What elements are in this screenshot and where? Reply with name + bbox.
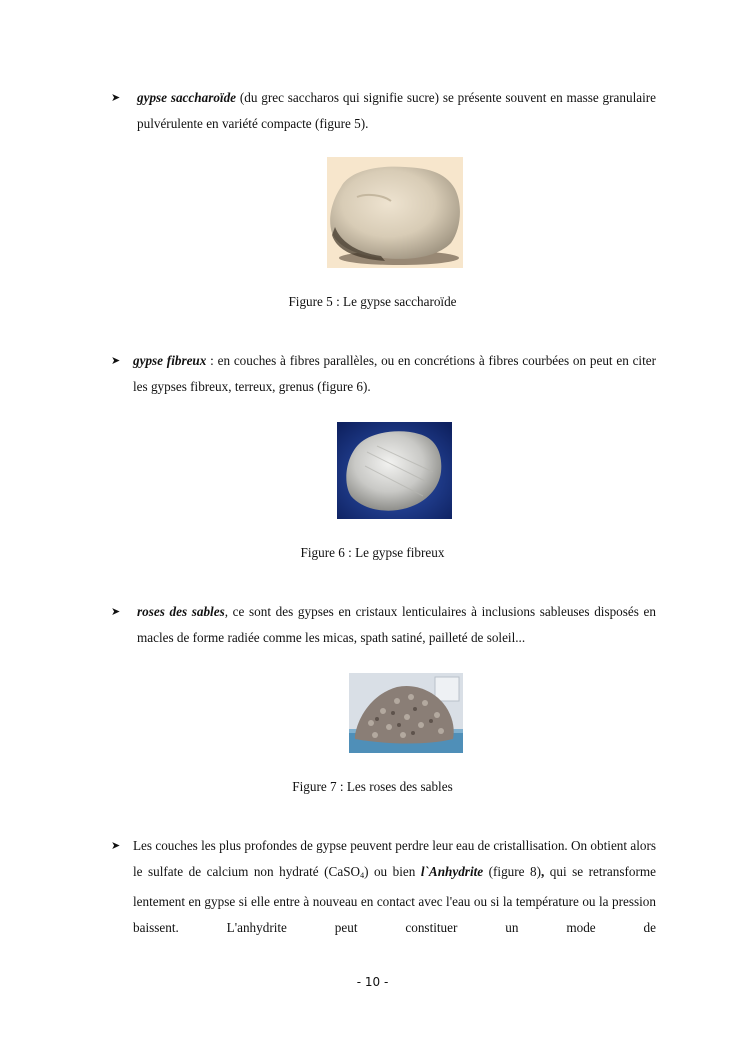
bullet-body: (du grec saccharos qui signifie sucre) se présente souvent en masse granulaire pulvérulente en variété compacte (figure 5). bbox=[137, 90, 656, 131]
arrow-bullet-icon: ➤ bbox=[111, 355, 121, 367]
arrow-bullet-icon: ➤ bbox=[111, 840, 121, 852]
bullet-body: : en couches à fibres parallèles, ou en concrétions à fibres courbées on peut en citer les gypses fibreux, terreux, grenus (figure 6). bbox=[133, 353, 656, 394]
gypse-fibreux-rock-illustration bbox=[337, 422, 452, 519]
bullet-text bbox=[133, 348, 656, 400]
figure-7-caption: Figure 7 : Les roses des sables bbox=[292, 779, 453, 794]
bullet-term: roses des sables bbox=[137, 604, 225, 619]
figure-6-caption: Figure 6 : Le gypse fibreux bbox=[300, 545, 445, 560]
figure-7-image bbox=[349, 673, 463, 753]
bullet-term: l`Anhydrite bbox=[420, 864, 484, 879]
gypse-saccharoide-rock-illustration bbox=[327, 157, 463, 268]
bullet-body: , ce sont des gypses en cristaux lenticulaires à inclusions sableuses disposés en macles de forme radiée comme les micas, spath satiné, pailleté de soleil... bbox=[137, 604, 656, 645]
arrow-bullet-icon: ➤ bbox=[111, 606, 121, 618]
roses-des-sables-illustration bbox=[349, 673, 463, 753]
bullet-text: Les couches les plus profondes de gypse peuvent perdre leur eau de cristallisation. On obtient alors le sulfate de calcium non hydraté (CaSO$_4$) ou bien l`Anhydrite (figure 8), qui se retransforme lentement en gypse si elle entre à nouveau en contact avec l'eau ou si la température ou la pression baissent. L'anhydrite peut constituer un mode de bbox=[133, 838, 656, 935]
arrow-bullet-icon: ➤ bbox=[111, 92, 121, 104]
figure-6-image bbox=[337, 422, 452, 519]
page-number: - 10 - bbox=[356, 975, 389, 989]
bullet-term: gypse fibreux bbox=[133, 353, 207, 368]
bullet-text bbox=[133, 599, 656, 651]
figure-5-caption: Figure 5 : Le gypse saccharoïde bbox=[288, 294, 457, 309]
bullet-text bbox=[133, 85, 656, 137]
figure-5-image bbox=[327, 157, 463, 268]
bullet-term: gypse saccharoïde bbox=[137, 90, 237, 105]
